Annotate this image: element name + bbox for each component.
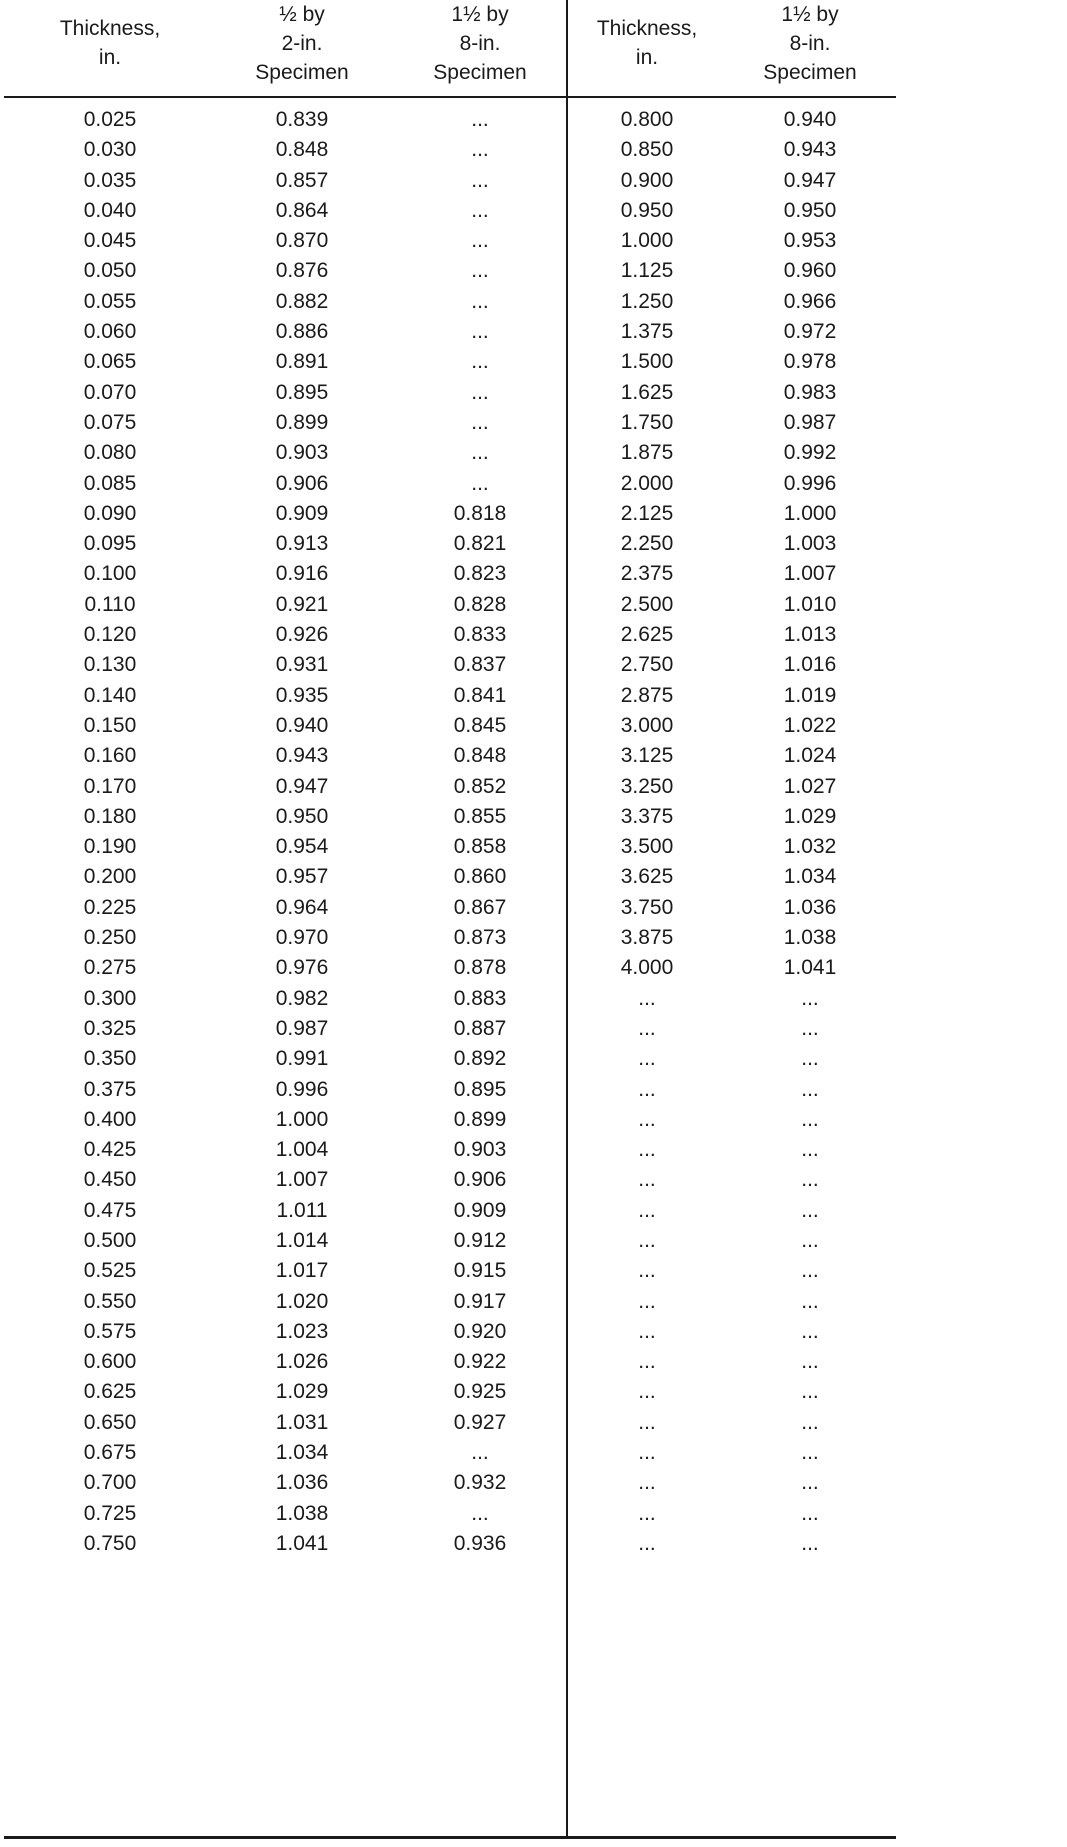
table-cell: 1.010 [783, 592, 837, 616]
table-cell: 0.375 [83, 1077, 137, 1101]
table-cell: 0.600 [83, 1350, 137, 1374]
table-cell: 0.180 [83, 804, 137, 828]
table-cell: 0.891 [275, 350, 329, 374]
table-cell: 0.150 [83, 713, 137, 737]
table-cell: 0.750 [83, 1531, 137, 1555]
table-cell: 0.915 [453, 1259, 507, 1283]
table-cell: 0.943 [783, 138, 837, 162]
table-row [0, 287, 900, 317]
table-cell: ... [801, 1016, 819, 1040]
table-cell: ... [638, 1471, 656, 1495]
table-cell: 1.013 [783, 623, 837, 647]
table-row [0, 1438, 900, 1468]
table-cell: 0.045 [83, 229, 137, 253]
table-cell: 2.125 [620, 501, 674, 525]
table-cell: 0.065 [83, 350, 137, 374]
table-cell: 3.625 [620, 865, 674, 889]
table-cell: 2.500 [620, 592, 674, 616]
table-row [0, 256, 900, 286]
table-cell: ... [801, 1531, 819, 1555]
table-cell: 0.040 [83, 198, 137, 222]
table-cell: 0.870 [275, 229, 329, 253]
table-row [0, 1105, 900, 1135]
table-row [0, 1075, 900, 1105]
table-cell: 0.070 [83, 380, 137, 404]
table-cell: 1.023 [275, 1319, 329, 1343]
table-row [0, 408, 900, 438]
table-cell: 3.375 [620, 804, 674, 828]
table-cell: ... [638, 1531, 656, 1555]
table-row [0, 226, 900, 256]
table-cell: 0.025 [83, 108, 137, 131]
table-cell: 0.982 [275, 986, 329, 1010]
table-cell: ... [801, 1471, 819, 1495]
table-cell: 0.936 [453, 1531, 507, 1555]
table-cell: 0.876 [275, 259, 329, 283]
table-cell: 1.034 [783, 865, 837, 889]
header-thickness-left: Thickness, in. [59, 17, 161, 69]
table-row [0, 923, 900, 953]
table-cell: 1.011 [276, 1198, 328, 1222]
table-row [0, 529, 900, 559]
header-half-by-2in-specimen: ½ by 2-in. Specimen [255, 3, 349, 84]
table-cell: 0.922 [453, 1350, 507, 1374]
table-cell: 0.400 [83, 1107, 137, 1131]
table-cell: ... [471, 410, 489, 434]
table-cell: 1.017 [275, 1259, 329, 1283]
table-cell: 4.000 [620, 956, 674, 980]
table-cell: 0.957 [275, 865, 329, 889]
table-cell: 3.500 [620, 835, 674, 859]
table-cell: 1.026 [275, 1350, 329, 1374]
table-cell: 0.886 [275, 320, 329, 344]
table-cell: 0.920 [453, 1319, 507, 1343]
table-cell: 0.947 [275, 774, 329, 798]
table-cell: ... [638, 1410, 656, 1434]
table-row [0, 711, 900, 741]
table-cell: 0.954 [275, 835, 329, 859]
table-cell: ... [801, 1380, 819, 1404]
table-cell: ... [638, 1077, 656, 1101]
table-cell: 0.035 [83, 168, 137, 192]
table-header [0, 0, 900, 96]
table-cell: 1.250 [620, 289, 674, 313]
table-cell: ... [638, 1380, 656, 1404]
table-cell: 0.833 [453, 623, 507, 647]
table-cell: 0.950 [620, 198, 674, 222]
table-cell: 0.953 [783, 229, 837, 253]
table-cell: ... [471, 289, 489, 313]
table-cell: 0.983 [783, 380, 837, 404]
table-cell: 0.909 [275, 501, 329, 525]
table-cell: 1.034 [275, 1441, 329, 1465]
table-row [0, 741, 900, 771]
table-cell: 0.878 [453, 956, 507, 980]
table-cell: 1.020 [275, 1289, 329, 1313]
table-cell: 0.940 [275, 713, 329, 737]
table-cell: 0.887 [453, 1016, 507, 1040]
table-cell: 0.841 [453, 683, 507, 707]
table-cell: ... [801, 1410, 819, 1434]
table-row [0, 1408, 900, 1438]
table-cell: 0.700 [83, 1471, 137, 1495]
table-cell: 0.882 [275, 289, 329, 313]
table-cell: 0.976 [275, 956, 329, 980]
bottom-rule [4, 1836, 896, 1839]
table-row [0, 620, 900, 650]
table-row [0, 772, 900, 802]
table-cell: 1.024 [783, 744, 837, 768]
table-row [0, 1468, 900, 1498]
table-body [0, 105, 900, 1559]
table-cell: ... [638, 1319, 656, 1343]
table-cell: 0.823 [453, 562, 507, 586]
table-cell: 0.300 [83, 986, 137, 1010]
table-row [0, 1347, 900, 1377]
table-cell: ... [638, 1501, 656, 1525]
table-cell: ... [638, 1350, 656, 1374]
table-row [0, 378, 900, 408]
table-cell: 0.475 [83, 1198, 137, 1222]
table-cell: 0.575 [83, 1319, 137, 1343]
table-cell: 1.625 [620, 380, 674, 404]
table-cell: 0.130 [83, 653, 137, 677]
table-row [0, 650, 900, 680]
table-cell: 1.019 [783, 683, 837, 707]
table-row [0, 135, 900, 165]
table-cell: ... [638, 1168, 656, 1192]
table-cell: 2.875 [620, 683, 674, 707]
table-cell: ... [471, 380, 489, 404]
table-cell: 0.055 [83, 289, 137, 313]
table-cell: 0.852 [453, 774, 507, 798]
table-cell: 1.031 [275, 1410, 329, 1434]
table-cell: 0.858 [453, 835, 507, 859]
table-cell: 0.030 [83, 138, 137, 162]
table-cell: 1.000 [620, 229, 674, 253]
table-cell: ... [471, 229, 489, 253]
table-cell: 0.857 [275, 168, 329, 192]
header-rule [4, 96, 896, 98]
table-cell: 0.883 [453, 986, 507, 1010]
table-cell: 1.022 [783, 713, 837, 737]
table-cell: 0.860 [453, 865, 507, 889]
table-row [0, 1014, 900, 1044]
table-cell: ... [801, 1501, 819, 1525]
table-cell: 0.525 [83, 1259, 137, 1283]
table-cell: 0.120 [83, 623, 137, 647]
table-cell: ... [801, 1198, 819, 1222]
table-cell: 1.041 [275, 1531, 329, 1555]
table-cell: 0.550 [83, 1289, 137, 1313]
table-row [0, 832, 900, 862]
table-cell: 1.000 [275, 1107, 329, 1131]
table-cell: 1.027 [783, 774, 837, 798]
table-cell: 1.375 [620, 320, 674, 344]
table-cell: 0.906 [453, 1168, 507, 1192]
table-cell: 0.845 [453, 713, 507, 737]
table-cell: 0.190 [83, 835, 137, 859]
table-row [0, 1196, 900, 1226]
table-cell: 1.036 [275, 1471, 329, 1495]
table-cell: ... [471, 1501, 489, 1525]
table-row [0, 105, 900, 135]
table-cell: 2.250 [620, 532, 674, 556]
table-cell: 0.170 [83, 774, 137, 798]
table-cell: 0.899 [275, 410, 329, 434]
table-row [0, 1499, 900, 1529]
table-cell: 0.970 [275, 926, 329, 950]
table-row [0, 893, 900, 923]
table-row [0, 1256, 900, 1286]
table-row [0, 317, 900, 347]
table-cell: 1.003 [783, 532, 837, 556]
table-cell: 0.906 [275, 471, 329, 495]
table-cell: 0.650 [83, 1410, 137, 1434]
table-cell: ... [471, 471, 489, 495]
header-1-5-by-8in-specimen-left: 1½ by 8-in. Specimen [433, 3, 527, 84]
table-row [0, 1135, 900, 1165]
table-cell: 0.800 [620, 108, 674, 131]
table-cell: 0.050 [83, 259, 137, 283]
table-cell: 3.125 [620, 744, 674, 768]
table-cell: 0.725 [83, 1501, 137, 1525]
table-cell: 1.750 [620, 410, 674, 434]
table-cell: 0.913 [275, 532, 329, 556]
table-cell: ... [801, 986, 819, 1010]
table-cell: 0.090 [83, 501, 137, 525]
table-row [0, 196, 900, 226]
table-cell: ... [801, 1228, 819, 1252]
table-cell: 0.987 [275, 1016, 329, 1040]
table-cell: 1.004 [275, 1138, 329, 1162]
table-cell: 0.060 [83, 320, 137, 344]
table-cell: ... [801, 1350, 819, 1374]
table-cell: 0.960 [783, 259, 837, 283]
table-cell: 0.325 [83, 1016, 137, 1040]
table-cell: ... [471, 350, 489, 374]
table-cell: ... [471, 259, 489, 283]
table-cell: 0.275 [83, 956, 137, 980]
table-cell: 0.821 [453, 532, 507, 556]
table-cell: 1.500 [620, 350, 674, 374]
table-cell: 0.903 [275, 441, 329, 465]
table-cell: ... [471, 198, 489, 222]
table-cell: ... [801, 1319, 819, 1343]
table-row [0, 681, 900, 711]
table-cell: 2.625 [620, 623, 674, 647]
table-cell: ... [638, 1228, 656, 1252]
table-cell: 0.972 [783, 320, 837, 344]
table-cell: 0.903 [453, 1138, 507, 1162]
table-cell: 0.950 [275, 804, 329, 828]
table-cell: 0.818 [453, 501, 507, 525]
table-cell: 2.000 [620, 471, 674, 495]
table-row [0, 166, 900, 196]
table-cell: 1.007 [783, 562, 837, 586]
table-cell: 0.895 [453, 1077, 507, 1101]
table-cell: 0.080 [83, 441, 137, 465]
table-cell: 2.375 [620, 562, 674, 586]
table-cell: 0.892 [453, 1047, 507, 1071]
table-row [0, 438, 900, 468]
table-cell: 0.425 [83, 1138, 137, 1162]
table-cell: 0.140 [83, 683, 137, 707]
table-cell: ... [801, 1289, 819, 1313]
table-row [0, 1317, 900, 1347]
table-cell: 0.987 [783, 410, 837, 434]
table-cell: 0.912 [453, 1228, 507, 1252]
table-cell: 1.007 [275, 1168, 329, 1192]
table-cell: ... [801, 1047, 819, 1071]
table-cell: 3.000 [620, 713, 674, 737]
table-cell: 1.016 [783, 653, 837, 677]
table-cell: 0.625 [83, 1380, 137, 1404]
table-cell: 0.927 [453, 1410, 507, 1434]
table-cell: 0.855 [453, 804, 507, 828]
table-cell: 1.029 [275, 1380, 329, 1404]
table-cell: 0.110 [84, 592, 136, 616]
table-cell: ... [801, 1168, 819, 1192]
table-cell: 0.250 [83, 926, 137, 950]
table-cell: 0.828 [453, 592, 507, 616]
table-row [0, 347, 900, 377]
table-cell: 0.675 [83, 1441, 137, 1465]
table-cell: 0.873 [453, 926, 507, 950]
table-cell: 0.864 [275, 198, 329, 222]
table-row [0, 590, 900, 620]
table-cell: 1.029 [783, 804, 837, 828]
table-cell: 0.850 [620, 138, 674, 162]
table-cell: 0.867 [453, 895, 507, 919]
table-cell: 0.100 [83, 562, 137, 586]
table-cell: 0.964 [275, 895, 329, 919]
table-row [0, 984, 900, 1014]
table-row [0, 862, 900, 892]
table-row [0, 802, 900, 832]
table-cell: ... [471, 441, 489, 465]
table-cell: 0.916 [275, 562, 329, 586]
table-row [0, 1226, 900, 1256]
table-row [0, 1165, 900, 1195]
table-cell: 1.000 [783, 501, 837, 525]
table-cell: 0.848 [275, 138, 329, 162]
table-cell: 0.966 [783, 289, 837, 313]
table-cell: 1.036 [783, 895, 837, 919]
table-cell: 0.935 [275, 683, 329, 707]
table-cell: 0.978 [783, 350, 837, 374]
table-cell: 0.160 [83, 744, 137, 768]
table-cell: 0.991 [275, 1047, 329, 1071]
table-cell: ... [638, 1016, 656, 1040]
table-row [0, 469, 900, 499]
table-cell: 0.926 [275, 623, 329, 647]
table-cell: 1.041 [783, 956, 837, 980]
table-row [0, 559, 900, 589]
table-cell: 0.992 [783, 441, 837, 465]
table-cell: 0.095 [83, 532, 137, 556]
table-cell: 0.839 [275, 108, 329, 131]
table-cell: ... [471, 1441, 489, 1465]
table-cell: 0.950 [783, 198, 837, 222]
table-cell: 0.917 [453, 1289, 507, 1313]
table-cell: 1.038 [783, 926, 837, 950]
table-cell: 0.925 [453, 1380, 507, 1404]
table-cell: 0.200 [83, 865, 137, 889]
table-cell: ... [638, 1441, 656, 1465]
table-row [0, 1377, 900, 1407]
table-cell: 1.875 [620, 441, 674, 465]
table-cell: 0.837 [453, 653, 507, 677]
table-cell: 0.085 [83, 471, 137, 495]
table-cell: 0.943 [275, 744, 329, 768]
table-cell: ... [638, 1138, 656, 1162]
table-row [0, 1287, 900, 1317]
table-cell: ... [471, 168, 489, 192]
table-row [0, 953, 900, 983]
table-cell: 0.909 [453, 1198, 507, 1222]
table-cell: 0.899 [453, 1107, 507, 1131]
table-cell: 1.125 [620, 259, 674, 283]
table-cell: ... [801, 1259, 819, 1283]
table-cell: 0.895 [275, 380, 329, 404]
table-cell: 0.996 [783, 471, 837, 495]
table-cell: ... [638, 986, 656, 1010]
table-cell: 2.750 [620, 653, 674, 677]
table-cell: ... [801, 1138, 819, 1162]
table-cell: ... [638, 1047, 656, 1071]
table-cell: ... [638, 1289, 656, 1313]
header-thickness-right: Thickness, in. [596, 17, 698, 69]
table-row [0, 1044, 900, 1074]
table-cell: ... [638, 1107, 656, 1131]
table-cell: 1.038 [275, 1501, 329, 1525]
table-cell: 0.075 [83, 410, 137, 434]
table-cell: ... [801, 1107, 819, 1131]
table-cell: 1.014 [275, 1228, 329, 1252]
table-cell: 0.848 [453, 744, 507, 768]
table-cell: ... [638, 1198, 656, 1222]
table-row [0, 499, 900, 529]
table-cell: 0.350 [83, 1047, 137, 1071]
table-cell: 0.900 [620, 168, 674, 192]
table-cell: 3.750 [620, 895, 674, 919]
table-cell: 0.940 [783, 108, 837, 131]
table-cell: 1.032 [783, 835, 837, 859]
table-cell: ... [801, 1441, 819, 1465]
table-cell: 3.875 [620, 926, 674, 950]
table-cell: 0.947 [783, 168, 837, 192]
table-cell: 0.932 [453, 1471, 507, 1495]
table-cell: ... [471, 320, 489, 344]
table-cell: 0.225 [83, 895, 137, 919]
table-cell: 0.450 [83, 1168, 137, 1192]
table-cell: 0.996 [275, 1077, 329, 1101]
table-cell: 3.250 [620, 774, 674, 798]
table-cell: 0.931 [275, 653, 329, 677]
table-cell: ... [801, 1077, 819, 1101]
table-cell: ... [471, 138, 489, 162]
table-cell: ... [638, 1259, 656, 1283]
table-cell: 0.921 [275, 592, 329, 616]
table-row [0, 1529, 900, 1559]
table-cell: ... [471, 108, 489, 131]
table-cell: 0.500 [83, 1228, 137, 1252]
header-1-5-by-8in-specimen-right: 1½ by 8-in. Specimen [763, 3, 857, 84]
